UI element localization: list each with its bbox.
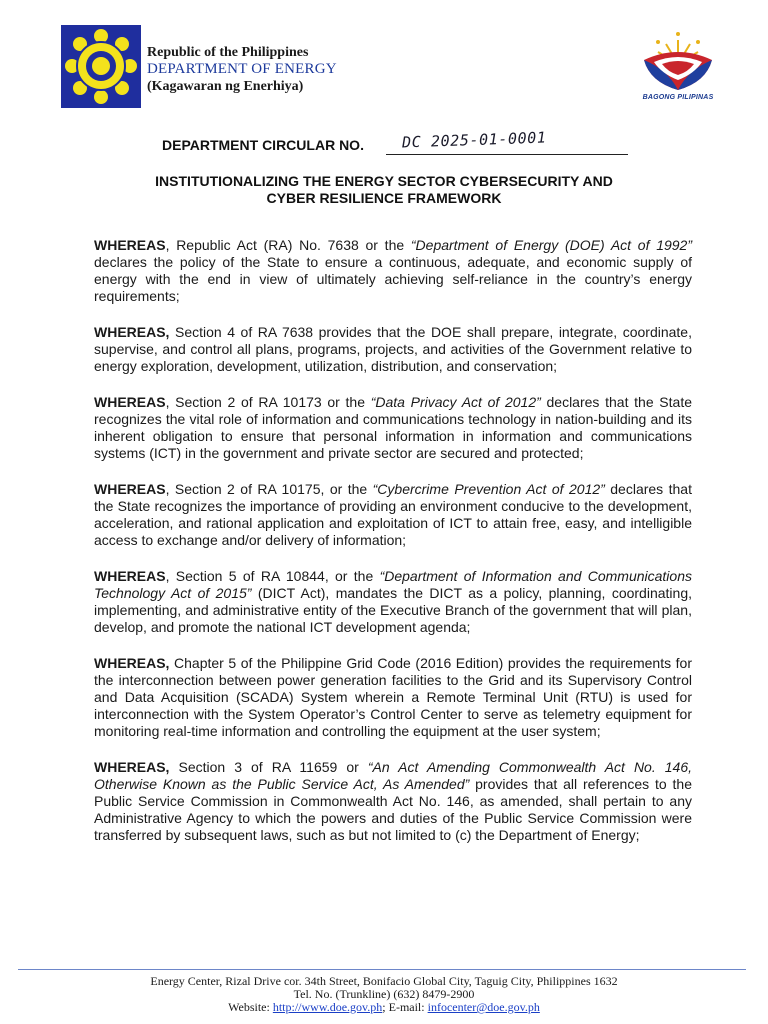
whereas-clause: WHEREAS, Section 4 of RA 7638 provides that the DOE shall prepare, integrate, coordinate, supervise, and control all plans, programs, projects, and activities of the Government relative to energy exploration, development, utilization, distribution, and conservation; <box>94 324 692 374</box>
whereas-clauses <box>94 237 692 863</box>
title-line-1: INSTITUTIONALIZING THE ENERGY SECTOR CYBERSECURITY AND <box>155 173 613 189</box>
agency-name-block <box>147 44 337 95</box>
website-link[interactable]: http://www.doe.gov.ph <box>272 1000 383 1014</box>
whereas-keyword: WHEREAS <box>94 237 166 253</box>
whereas-keyword: WHEREAS <box>94 394 166 410</box>
whereas-keyword: WHEREAS, <box>94 324 170 340</box>
doe-seal-logo <box>61 25 141 108</box>
republic-line: Republic of the Philippines <box>147 45 309 60</box>
whereas-clause: WHEREAS, Section 2 of RA 10173 or the “Data Privacy Act of 2012” declares that the State recognizes the vital role of information and communications technology in nation-building and its inherent obligation to ensure that personal information in information and communications systems (ICT) in the government and private sector are secured and protected; <box>94 394 692 461</box>
whereas-keyword: WHEREAS <box>94 568 166 584</box>
whereas-clause: WHEREAS, Republic Act (RA) No. 7638 or the “Department of Energy (DOE) Act of 1992” declares the policy of the State to ensure a continuous, adequate, and economic supply of energy with the end in view of ultimately achieving self-reliance in the country’s energy requirements; <box>94 237 692 304</box>
whereas-keyword: WHEREAS <box>94 481 166 497</box>
whereas-clause: WHEREAS, Chapter 5 of the Philippine Grid Code (2016 Edition) provides the requirements for the interconnection between power generation facilities to the Grid and its Supervisory Control and Data Acquisition (SCADA) System wherein a Remote Terminal Unit (RTU) is used for interconnection with the System Operator’s Control Center to serve as telemetry equipment for monitoring real-time information and controlling the equipment at the user system; <box>94 655 692 739</box>
whereas-keyword: WHEREAS, <box>94 759 170 775</box>
whereas-clause: WHEREAS, Section 3 of RA 11659 or “An Act Amending Commonwealth Act No. 146, Otherwise Known as the Public Service Act, As Amended” provides that all references to the Public Service Commission in Commonwealth Act No. 146, as amended, shall pertain to any Administrative Agency to which the powers and duties of the Public Service Commission were transferred by subsequent laws, such as but not limited to (c) the Department of Energy; <box>94 759 693 843</box>
whereas-keyword: WHEREAS, <box>94 655 170 671</box>
whereas-clause: WHEREAS, Section 2 of RA 10175, or the “Cybercrime Prevention Act of 2012” declares that the State recognizes the importance of providing an environment conducive to the development, acceleration, and rational application and exploitation of ICT to attain free, easy, and intelligible access to exchange and/or delivery of information; <box>94 481 692 548</box>
footer <box>60 975 708 1014</box>
bagong-pilipinas-text: BAGONG PILIPINAS <box>642 94 714 101</box>
circular-number-underline <box>386 154 628 155</box>
footer-contact: Website: http://www.doe.gov.ph; E-mail: infocenter@doe.gov.ph <box>228 1000 540 1014</box>
footer-address: Energy Center, Rizal Drive cor. 34th Street, Bonifacio Global City, Taguig City, Philippines 1632 <box>150 974 618 988</box>
footer-divider <box>18 969 746 970</box>
circular-title <box>100 173 668 207</box>
footer-telephone: Tel. No. (Trunkline) (632) 8479-2900 <box>293 987 475 1001</box>
title-line-2: CYBER RESILIENCE FRAMEWORK <box>266 190 502 206</box>
department-local-name: (Kagawaran ng Enerhiya) <box>147 79 304 94</box>
department-name: DEPARTMENT OF ENERGY <box>147 61 337 77</box>
circular-number-handwritten: DC 2025-01-0001 <box>401 128 547 152</box>
circular-label: DEPARTMENT CIRCULAR NO. <box>162 137 364 153</box>
whereas-clause: WHEREAS, Section 5 of RA 10844, or the “Department of Information and Communications Technology Act of 2015” (DICT Act), mandates the DICT as a policy, planning, coordinating, implementing, and administrative entity of the Executive Branch of the government that will plan, develop, and promote the national ICT development agenda; <box>94 568 692 635</box>
email-link[interactable]: infocenter@doe.gov.ph <box>427 1000 540 1014</box>
